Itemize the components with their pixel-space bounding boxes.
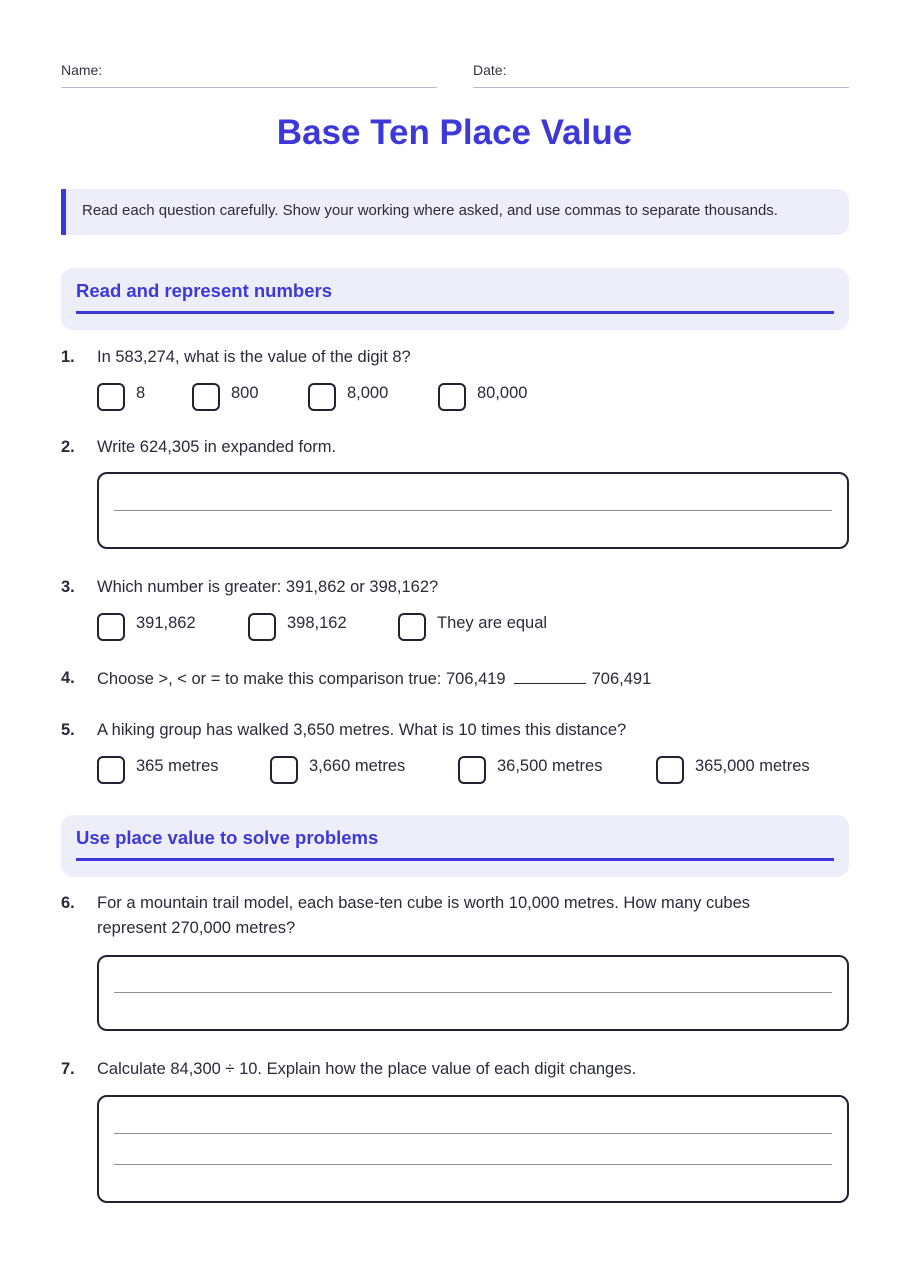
question-text: In 583,274, what is the value of the digit 8? <box>97 348 411 366</box>
checkbox[interactable] <box>192 383 220 411</box>
checkbox[interactable] <box>97 383 125 411</box>
answer-line <box>114 510 832 511</box>
option-label: 365,000 metres <box>695 757 810 775</box>
option-label: 391,862 <box>136 614 196 632</box>
section-underline <box>76 311 834 314</box>
checkbox[interactable] <box>458 756 486 784</box>
section-header-read-represent <box>61 268 849 330</box>
checkbox[interactable] <box>97 756 125 784</box>
header-row <box>61 62 849 88</box>
worksheet-title: Base Ten Place Value <box>276 113 633 152</box>
option-label: 8 <box>136 384 146 402</box>
option-label: 36,500 metres <box>497 757 603 775</box>
section-title: Use place value to solve problems <box>76 827 379 848</box>
checkbox[interactable] <box>438 383 466 411</box>
option-label: 398,162 <box>287 614 347 632</box>
question-text-end: 706,491 <box>591 670 652 688</box>
question-text: Choose >, < or = to make this comparison true: 706,419 <box>97 670 506 688</box>
checkbox[interactable] <box>308 383 336 411</box>
question-number: 5. <box>61 721 75 739</box>
comparison-blank[interactable] <box>514 666 586 684</box>
question-text: Write 624,305 in expanded form. <box>97 438 337 456</box>
option-label: 80,000 <box>477 384 528 402</box>
answer-line <box>114 992 832 993</box>
option-label: They are equal <box>437 614 548 632</box>
checkbox[interactable] <box>398 613 426 641</box>
checkbox[interactable] <box>656 756 684 784</box>
q6-answer-box[interactable] <box>97 955 849 1031</box>
question-number: 1. <box>61 348 75 366</box>
section-header-solve-problems <box>61 815 849 877</box>
instructions-text: Read each question carefully. Show your working where asked, and use commas to separate thousands. <box>82 202 778 219</box>
date-field[interactable] <box>473 62 849 88</box>
answer-line <box>114 1133 832 1134</box>
option-label: 3,660 metres <box>309 757 406 775</box>
option-label: 365 metres <box>136 757 219 775</box>
option-label: 800 <box>231 384 259 402</box>
checkbox[interactable] <box>270 756 298 784</box>
checkbox[interactable] <box>248 613 276 641</box>
date-label: Date: <box>473 62 507 78</box>
q2-answer-box[interactable] <box>97 472 849 549</box>
question-number: 3. <box>61 578 75 596</box>
name-field[interactable] <box>61 62 437 88</box>
question-text: For a mountain trail model, each base-ten cube is worth 10,000 metres. How many cubes represent 270,000 metres? <box>97 894 750 937</box>
section-title: Read and represent numbers <box>76 280 332 301</box>
question-number: 4. <box>61 669 75 687</box>
q7-answer-box[interactable] <box>97 1095 849 1203</box>
section-underline <box>76 858 834 861</box>
question-number: 2. <box>61 438 75 456</box>
instructions-box <box>61 189 849 235</box>
question-number: 7. <box>61 1060 75 1078</box>
question-number: 6. <box>61 894 75 912</box>
question-text: Which number is greater: 391,862 or 398,162? <box>97 578 439 596</box>
answer-line <box>114 1164 832 1165</box>
question-text: A hiking group has walked 3,650 metres. What is 10 times this distance? <box>97 721 627 739</box>
name-label: Name: <box>61 62 103 78</box>
option-label: 8,000 <box>347 384 389 402</box>
question-text: Calculate 84,300 ÷ 10. Explain how the place value of each digit changes. <box>97 1060 637 1078</box>
checkbox[interactable] <box>97 613 125 641</box>
